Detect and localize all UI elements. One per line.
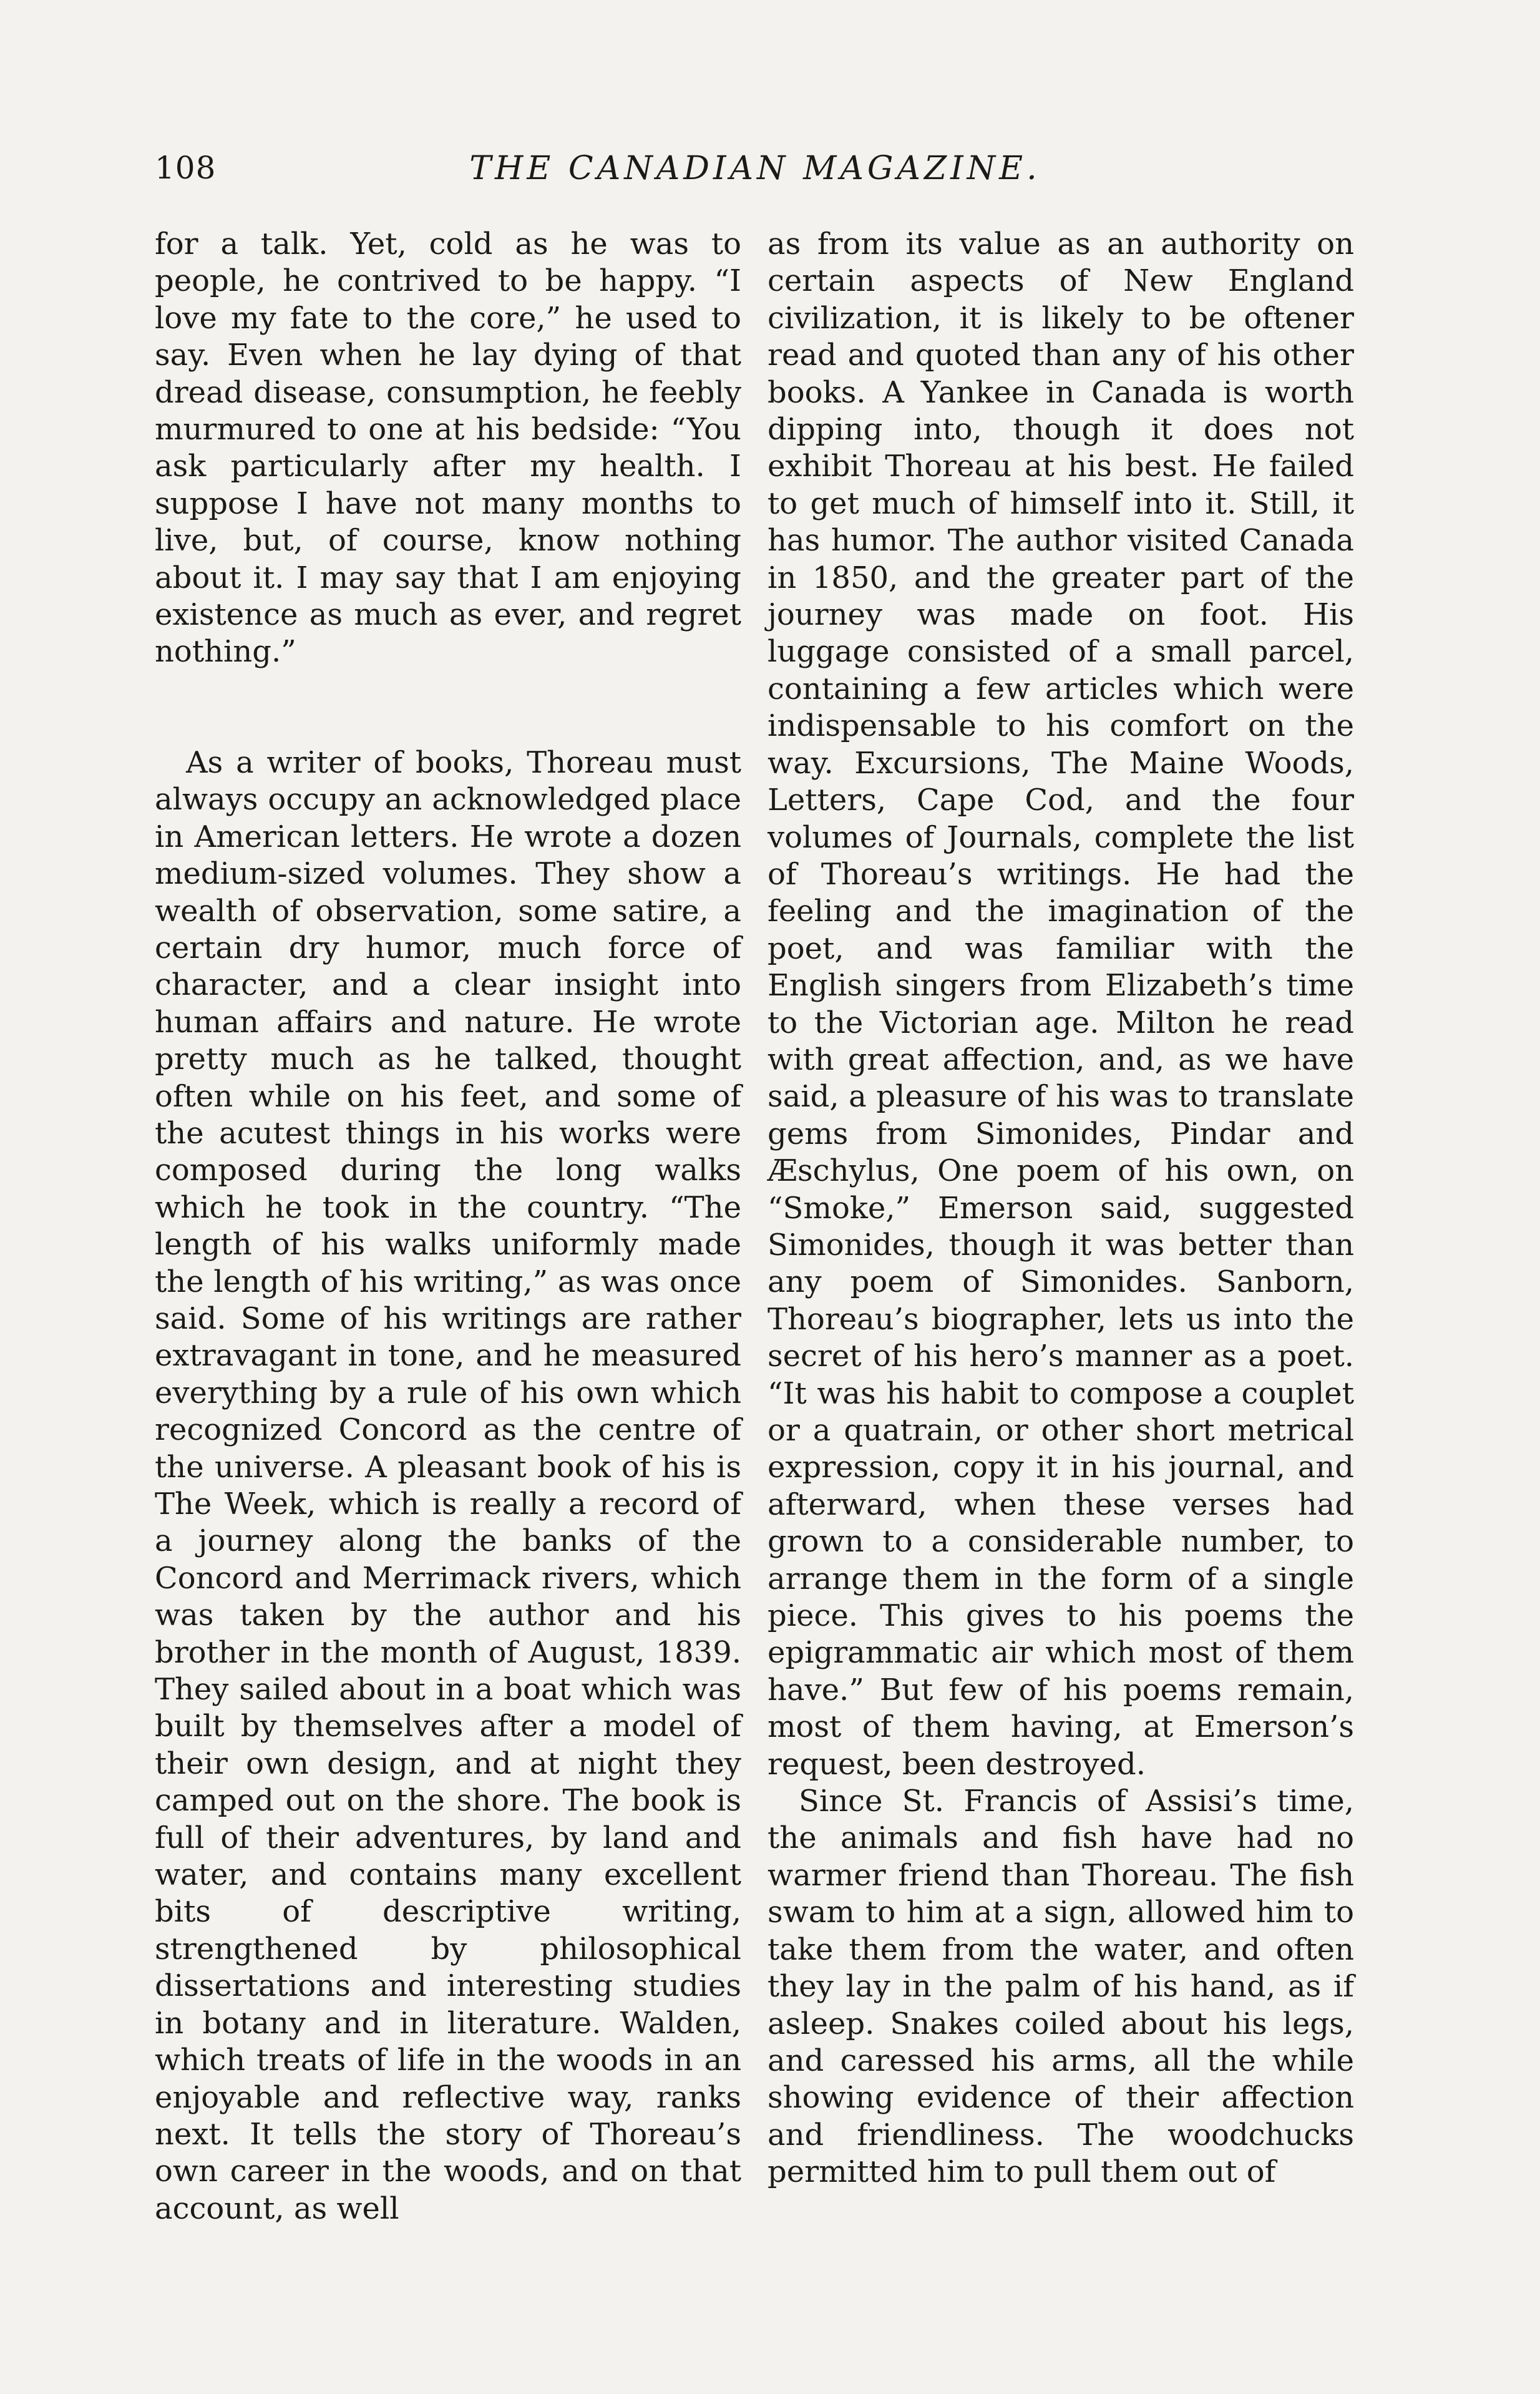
left-paragraph-1: for a talk. Yet, cold as he was to people, he contrived to be happy. “I love my fate to the core,” he used to say. Even when he lay dying of that dread disease, consumption, he feebly murmured to one at his bedside: “You ask particularly after my health. I suppose I have not many months to live, but, of course, know nothing about it. I may say that I am enjoying existence as much as ever, and regret nothing.” (155, 227, 741, 670)
right-column (768, 226, 1354, 2191)
left-column (155, 226, 741, 2227)
running-title: THE CANADIAN MAGAZINE. (469, 150, 1041, 187)
page-number: 108 (155, 150, 217, 186)
page-header (155, 150, 1355, 200)
right-paragraph-1: as from its value as an authority on certain aspects of New England civilization, it is likely to be oftener read and quoted than any of his other books. A Yankee in Canada is worth dipping into, though it does not exhibit Thoreau at his best. He failed to get much of himself into it. Still, it has humor. The author visited Canada in 1850, and the greater part of the journey was made on foot. His luggage consisted of a small parcel, containing a few articles which were indispensable to his comfort on the way. Excursions, The Maine Woods, Letters, Cape Cod, and the four volumes of Journals, complete the list of Thoreau’s writings. He had the feeling and the imagination of the poet, and was familiar with the English singers from Elizabeth’s time to the Victorian age. Milton he read with great affection, and, as we have said, a pleasure of his was to translate gems from Simonides, Pindar and Æschylus, One poem of his own, on “Smoke,” Emerson said, suggested Simonides, though it was better than any poem of Simonides. Sanborn, Thoreau’s biographer, lets us into the secret of his hero’s manner as a poet. “It was his habit to compose a couplet or a quatrain, or other short metrical expression, copy it in his journal, and afterward, when these verses had grown to a considerable number, to arrange them in the form of a single piece. This gives to his poems the epigrammatic air which most of them have.” But few of his poems remain, most of them having, at Emerson’s request, been destroyed. (768, 227, 1354, 1782)
left-paragraph-2: As a writer of books, Thoreau must always occupy an acknowledged place in American letters. He wrote a dozen medium-sized volumes. They show a wealth of observation, some satire, a certain dry humor, much force of character, and a clear insight into human affairs and nature. He wrote pretty much as he talked, thought often while on his feet, and some of the acutest things in his works were composed during the long walks which he took in the country. “The length of his walks uniformly made the length of his writing,” as was once said. Some of his writings are rather extravagant in tone, and he measured everything by a rule of his own which recognized Concord as the centre of the universe. A pleasant book of his is The Week, which is really a record of a journey along the banks of the Concord and Merrimack rivers, which was taken by the author and his brother in the month of August, 1839. They sailed about in a boat which was built by themselves after a model of their own design, and at night they camped out on the shore. The book is full of their adventures, by land and water, and contains many excellent bits of descriptive writing, strengthened by philosophical dissertations and interesting studies in botany and in literature. Walden, which treats of life in the woods in an enjoyable and reflective way, ranks next. It tells the story of Thoreau’s own career in the woods, and on that account, as well (155, 745, 741, 2226)
right-paragraph-2: Since St. Francis of Assisi’s time, the animals and fish have had no warmer friend than Thoreau. The fish swam to him at a sign, allowed him to take them from the water, and often they lay in the palm of his hand, as if asleep. Snakes coiled about his legs, and caressed his arms, all the while showing evidence of their affection and friendliness. The woodchucks permitted him to pull them out of (768, 1784, 1354, 2190)
